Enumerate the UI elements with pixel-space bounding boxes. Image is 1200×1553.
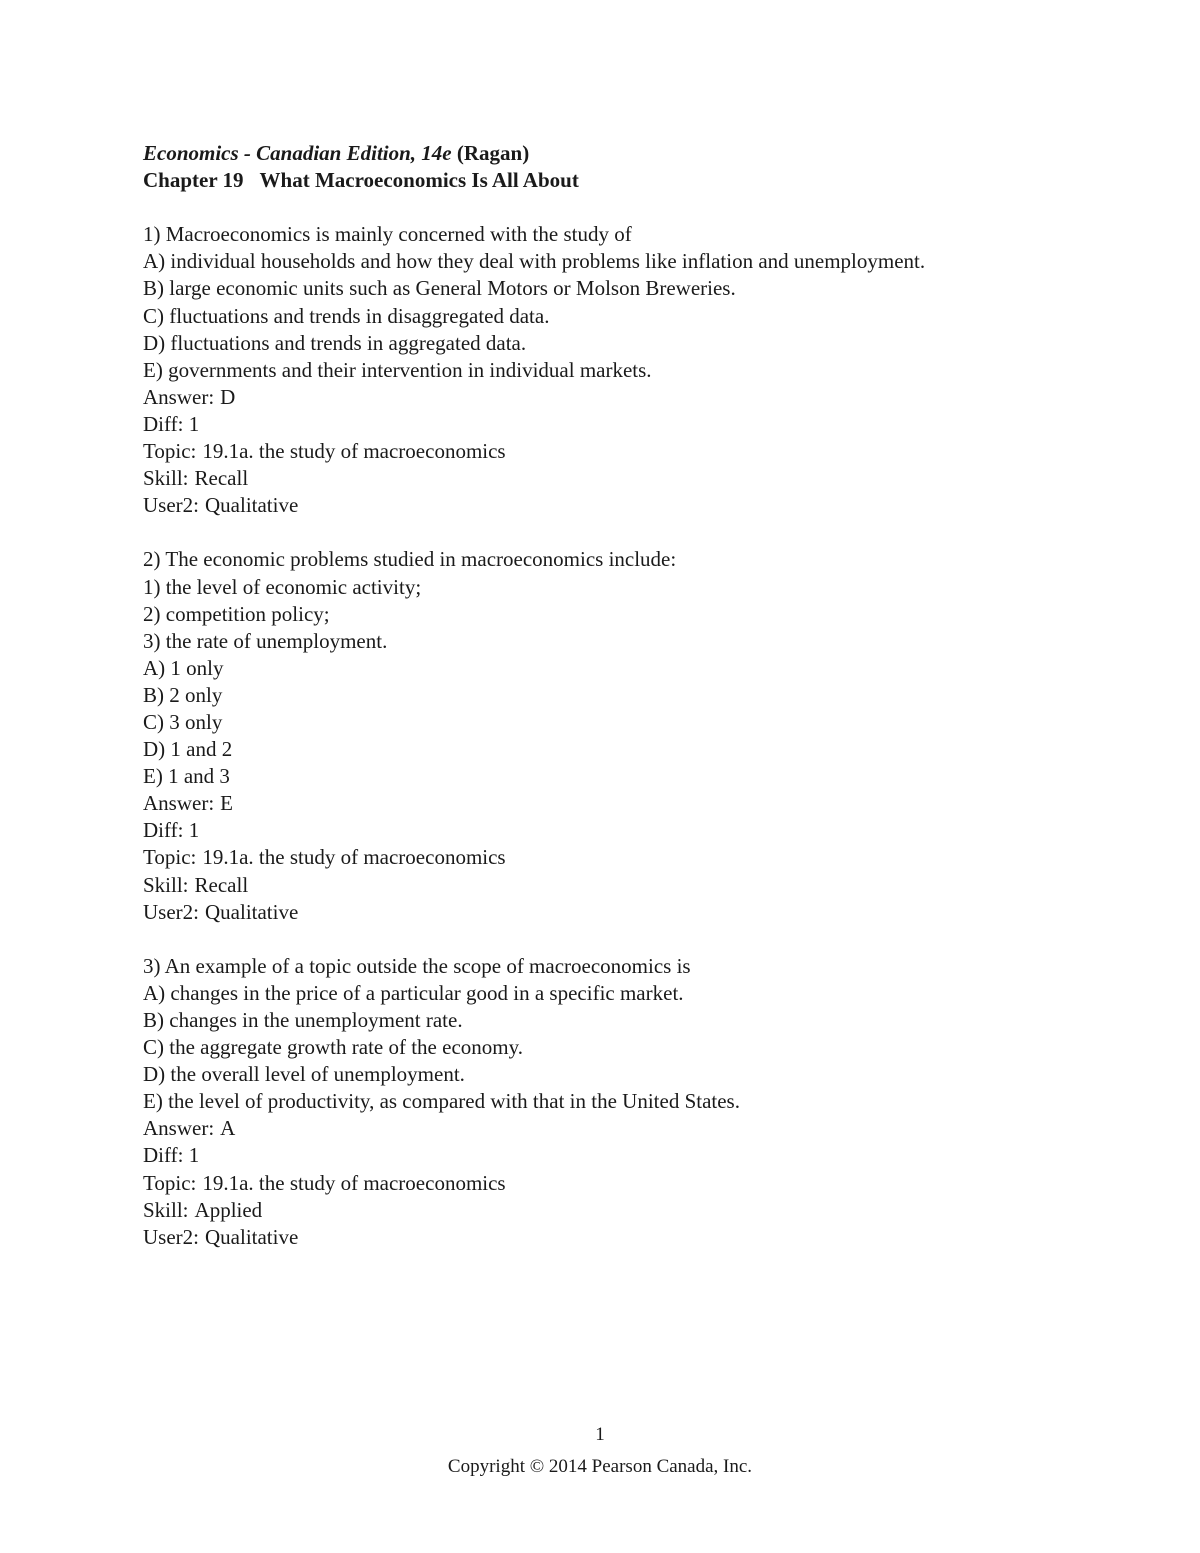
- question-stem: 3) An example of a topic outside the scope of macroeconomics is: [143, 953, 691, 978]
- option-b: B) changes in the unemployment rate.: [143, 1008, 463, 1032]
- option-d: D) 1 and 2: [143, 737, 233, 762]
- list-item-2: 2) competition policy;: [143, 601, 330, 626]
- skill-line: [143, 872, 1143, 899]
- diff-value: 1: [188, 411, 200, 436]
- option-b: B) large economic units such as General Motors or Molson Breweries.: [143, 276, 736, 301]
- page-content: [143, 140, 1143, 1251]
- answer-label: Answer:: [143, 1116, 215, 1141]
- user2-label: User2:: [143, 1224, 199, 1249]
- question-2: [143, 546, 1143, 925]
- skill-line: [143, 465, 1143, 492]
- list-item-1: 1) the level of economic activity;: [143, 574, 422, 599]
- diff-value: 1: [188, 818, 200, 843]
- diff-line: [143, 411, 1143, 438]
- answer-label: Answer:: [143, 791, 215, 816]
- answer-line: [143, 384, 1143, 411]
- chapter-heading: [143, 167, 1143, 194]
- question-stem: 1) Macroeconomics is mainly concerned with the study of: [143, 222, 632, 247]
- topic-line: [143, 844, 1143, 871]
- option-d: D) fluctuations and trends in aggregated data.: [143, 330, 527, 355]
- answer-line: [143, 790, 1143, 817]
- skill-line: [143, 1197, 1143, 1224]
- question-3: [143, 953, 1143, 1251]
- answer-value: D: [220, 384, 236, 409]
- answer-value: E: [220, 791, 233, 816]
- skill-label: Skill:: [143, 1197, 189, 1222]
- question-1: [143, 221, 1143, 519]
- user2-line: [143, 1224, 1143, 1251]
- option-e: E) 1 and 3: [143, 764, 230, 789]
- book-author: (Ragan): [456, 141, 530, 165]
- diff-label: Diff:: [143, 818, 184, 843]
- diff-label: Diff:: [143, 1143, 184, 1168]
- topic-label: Topic:: [143, 439, 197, 464]
- topic-value: 19.1a. the study of macroeconomics: [202, 1170, 506, 1195]
- option-c: C) 3 only: [143, 709, 223, 734]
- chapter-title: What Macroeconomics Is All About: [259, 168, 579, 193]
- user2-value: Qualitative: [205, 493, 299, 518]
- option-c: C) the aggregate growth rate of the economy.: [143, 1035, 523, 1060]
- user2-line: [143, 899, 1143, 926]
- user2-value: Qualitative: [205, 899, 299, 924]
- chapter-label: Chapter 19: [143, 168, 244, 193]
- diff-line: [143, 817, 1143, 844]
- diff-line: [143, 1142, 1143, 1169]
- book-title-line: [143, 140, 1143, 167]
- answer-label: Answer:: [143, 384, 215, 409]
- user2-label: User2:: [143, 899, 199, 924]
- user2-line: [143, 492, 1143, 519]
- skill-value: Recall: [194, 466, 249, 491]
- user2-value: Qualitative: [205, 1224, 299, 1249]
- topic-line: [143, 1170, 1143, 1197]
- skill-label: Skill:: [143, 872, 189, 897]
- topic-label: Topic:: [143, 1170, 197, 1195]
- topic-value: 19.1a. the study of macroeconomics: [202, 439, 506, 464]
- book-title: Economics - Canadian Edition, 14e: [143, 141, 452, 165]
- question-stem: 2) The economic problems studied in macroeconomics include:: [143, 547, 677, 572]
- option-e: E) the level of productivity, as compared with that in the United States.: [143, 1089, 740, 1114]
- skill-value: Applied: [194, 1197, 263, 1222]
- skill-label: Skill:: [143, 466, 189, 491]
- answer-line: [143, 1115, 1143, 1142]
- option-a: A) changes in the price of a particular good in a specific market.: [143, 980, 684, 1005]
- option-d: D) the overall level of unemployment.: [143, 1062, 465, 1087]
- option-e: E) governments and their intervention in individual markets.: [143, 357, 652, 382]
- copyright-notice: Copyright © 2014 Pearson Canada, Inc.: [447, 1456, 753, 1477]
- option-c: C) fluctuations and trends in disaggregated data.: [143, 303, 550, 328]
- page-number: 1: [595, 1424, 605, 1445]
- user2-label: User2:: [143, 493, 199, 518]
- answer-value: A: [220, 1116, 236, 1141]
- option-b: B) 2 only: [143, 682, 223, 707]
- diff-label: Diff:: [143, 411, 184, 436]
- diff-value: 1: [188, 1143, 200, 1168]
- skill-value: Recall: [194, 872, 249, 897]
- topic-label: Topic:: [143, 845, 197, 870]
- list-item-3: 3) the rate of unemployment.: [143, 628, 388, 653]
- topic-line: [143, 438, 1143, 465]
- topic-value: 19.1a. the study of macroeconomics: [202, 845, 506, 870]
- option-a: A) 1 only: [143, 655, 224, 680]
- option-a: A) individual households and how they deal with problems like inflation and unemployment.: [143, 249, 926, 274]
